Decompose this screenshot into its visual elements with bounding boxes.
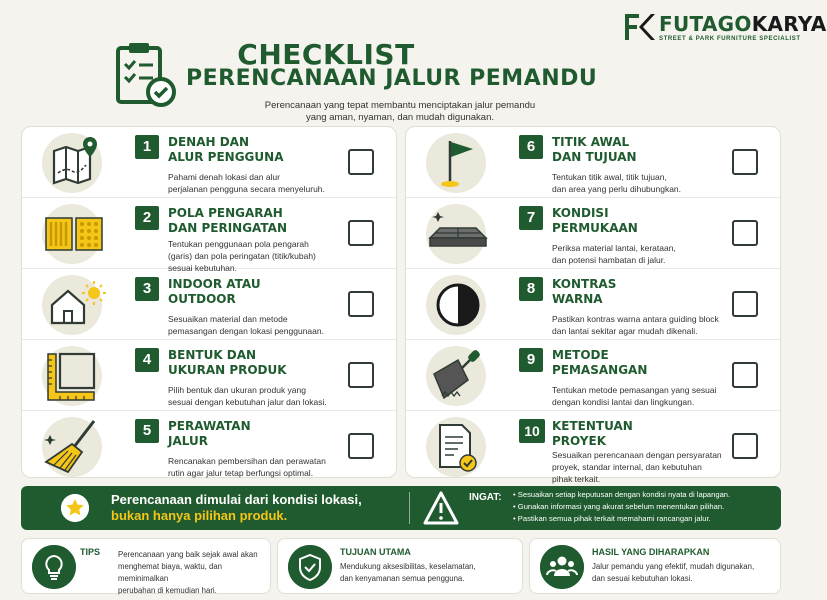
brand-tagline: STREET & PARK FURNITURE SPECIALIST — [659, 36, 801, 42]
ingat-item: • Pastikan semua pihak terkait memahami rancangan jalur. — [513, 513, 730, 525]
checklist-item-10 — [406, 411, 780, 484]
checkbox-item-6[interactable] — [732, 149, 758, 175]
item-number: 5 — [135, 419, 159, 443]
reminder-banner — [21, 486, 781, 530]
item-number: 4 — [135, 348, 159, 372]
item-description: Sesuaikan material dan metode pemasangan dengan lokasi penggunaan. — [168, 314, 324, 336]
floor-tile-icon — [416, 204, 500, 264]
item-number: 7 — [519, 206, 543, 230]
checklist-item-1 — [22, 127, 396, 198]
users-icon — [540, 545, 584, 589]
tujuan-box — [277, 538, 523, 594]
checkbox-item-9[interactable] — [732, 362, 758, 388]
item-description: Pastikan kontras warna antara guiding block dan lantai sekitar agar mudah dikenali. — [552, 314, 719, 336]
item-description: Pahami denah lokasi dan alur perjalanan pengguna secara menyeluruh. — [168, 172, 325, 194]
item-title: TITIK AWAL DAN TUJUAN — [552, 135, 637, 164]
item-description: Pilih bentuk dan ukuran produk yang sesuai dengan kebutuhan jalur dan lokasi. — [168, 385, 327, 407]
checklist-item-8 — [406, 269, 780, 340]
checkbox-item-5[interactable] — [348, 433, 374, 459]
item-title: POLA PENGARAH DAN PERINGATAN — [168, 206, 287, 235]
checkbox-item-10[interactable] — [732, 433, 758, 459]
item-title: BENTUK DAN UKURAN PRODUK — [168, 348, 287, 377]
item-description: Sesuaikan perencanaan dengan persyaratan proyek, standar internal, dan kebutuhan pihak terkait. — [552, 450, 722, 484]
item-number: 1 — [135, 135, 159, 159]
checklist-item-7 — [406, 198, 780, 269]
banner-divider — [409, 492, 410, 524]
page-title-line1: CHECKLIST — [237, 38, 415, 71]
brand-name: FUTAGOKARYA — [659, 12, 827, 36]
item-description: Periksa material lantai, kerataan, dan potensi hambatan di jalur. — [552, 243, 676, 265]
warning-icon — [423, 491, 459, 525]
page-subtitle — [250, 100, 550, 124]
item-number: 6 — [519, 135, 543, 159]
checkbox-item-8[interactable] — [732, 291, 758, 317]
shield-check-icon — [288, 545, 332, 589]
hasil-text: Jalur pemandu yang efektif, mudah digunakan, dan sesuai kebutuhan lokasi. — [592, 562, 755, 583]
subtitle-line1: Perencanaan yang tepat membantu menciptakan jalur pemandu — [264, 100, 536, 111]
ingat-item: • Sesuaikan setiap keputusan dengan kondisi nyata di lapangan. — [513, 489, 730, 501]
item-title: KONTRAS WARNA — [552, 277, 617, 306]
item-title: DENAH DAN ALUR PENGGUNA — [168, 135, 284, 164]
clipboard-check-icon — [112, 40, 180, 108]
lightbulb-icon — [32, 545, 76, 589]
ingat-item: • Gunakan informasi yang akurat sebelum menentukan pilihan. — [513, 501, 730, 513]
checklist-item-3 — [22, 269, 396, 340]
checkbox-item-4[interactable] — [348, 362, 374, 388]
item-number: 2 — [135, 206, 159, 230]
tips-box — [21, 538, 271, 594]
contrast-icon — [416, 275, 500, 335]
page-title-line2: PERENCANAAN JALUR PEMANDU — [186, 66, 598, 91]
tactile-tile-icon — [32, 204, 116, 264]
tujuan-text: Mendukung aksesibilitas, keselamatan, dan kenyamanan semua pengguna. — [340, 562, 476, 583]
item-description: Rencanakan pembersihan dan perawatan rutin agar jalur tetap berfungsi optimal. — [168, 456, 326, 478]
star-icon — [61, 494, 89, 522]
ruler-square-icon — [32, 346, 116, 406]
checklist-item-4 — [22, 340, 396, 411]
checklist-item-6 — [406, 127, 780, 198]
checklist-item-5 — [22, 411, 396, 479]
banner-line2: bukan hanya pilihan produk. — [111, 508, 288, 523]
banner-line1: Perencanaan dimulai dari kondisi lokasi, — [111, 492, 362, 507]
checklist-column-right — [405, 126, 781, 484]
item-title: KETENTUAN PROYEK — [552, 419, 633, 448]
item-number: 8 — [519, 277, 543, 301]
map-pin-icon — [32, 133, 116, 193]
item-title: INDOOR ATAU OUTDOOR — [168, 277, 261, 306]
item-title: PERAWATAN JALUR — [168, 419, 251, 448]
trowel-icon — [416, 346, 500, 406]
document-check-icon — [416, 417, 500, 477]
item-description: Tentukan metode pemasangan yang sesuai dengan kondisi lantai dan lingkungan. — [552, 385, 717, 407]
checkbox-item-7[interactable] — [732, 220, 758, 246]
subtitle-line2: yang aman, nyaman, dan mudah digunakan. — [305, 112, 495, 123]
tujuan-title: TUJUAN UTAMA — [340, 547, 411, 557]
checkbox-item-1[interactable] — [348, 149, 374, 175]
item-number: 10 — [519, 419, 545, 443]
checkbox-item-3[interactable] — [348, 291, 374, 317]
checklist-item-9 — [406, 340, 780, 411]
checklist-item-2 — [22, 198, 396, 273]
item-description: Tentukan penggunaan pola pengarah (garis) dan pola peringatan (titik/kubah) sesuai kebutuhan. — [168, 239, 316, 273]
house-sun-icon — [32, 275, 116, 335]
item-number: 3 — [135, 277, 159, 301]
item-number: 9 — [519, 348, 543, 372]
flag-icon — [416, 133, 500, 193]
brand-mark-icon — [625, 14, 655, 40]
item-title: METODE PEMASANGAN — [552, 348, 648, 377]
tips-text: Perencanaan yang baik sejak awal akan menghemat biaya, waktu, dan meminimalkan perubahan di kemudian hari. — [118, 550, 258, 595]
checkbox-item-2[interactable] — [348, 220, 374, 246]
ingat-list — [513, 489, 730, 525]
checklist-column-left — [21, 126, 397, 478]
brand-logo — [625, 12, 827, 46]
item-description: Tentukan titik awal, titik tujuan, dan area yang perlu dihubungkan. — [552, 172, 682, 194]
tips-title: TIPS — [80, 547, 101, 557]
hasil-box — [529, 538, 781, 594]
item-title: KONDISI PERMUKAAN — [552, 206, 638, 235]
hasil-title: HASIL YANG DIHARAPKAN — [592, 547, 710, 557]
ingat-label: INGAT: — [469, 492, 502, 503]
broom-icon — [32, 417, 116, 477]
